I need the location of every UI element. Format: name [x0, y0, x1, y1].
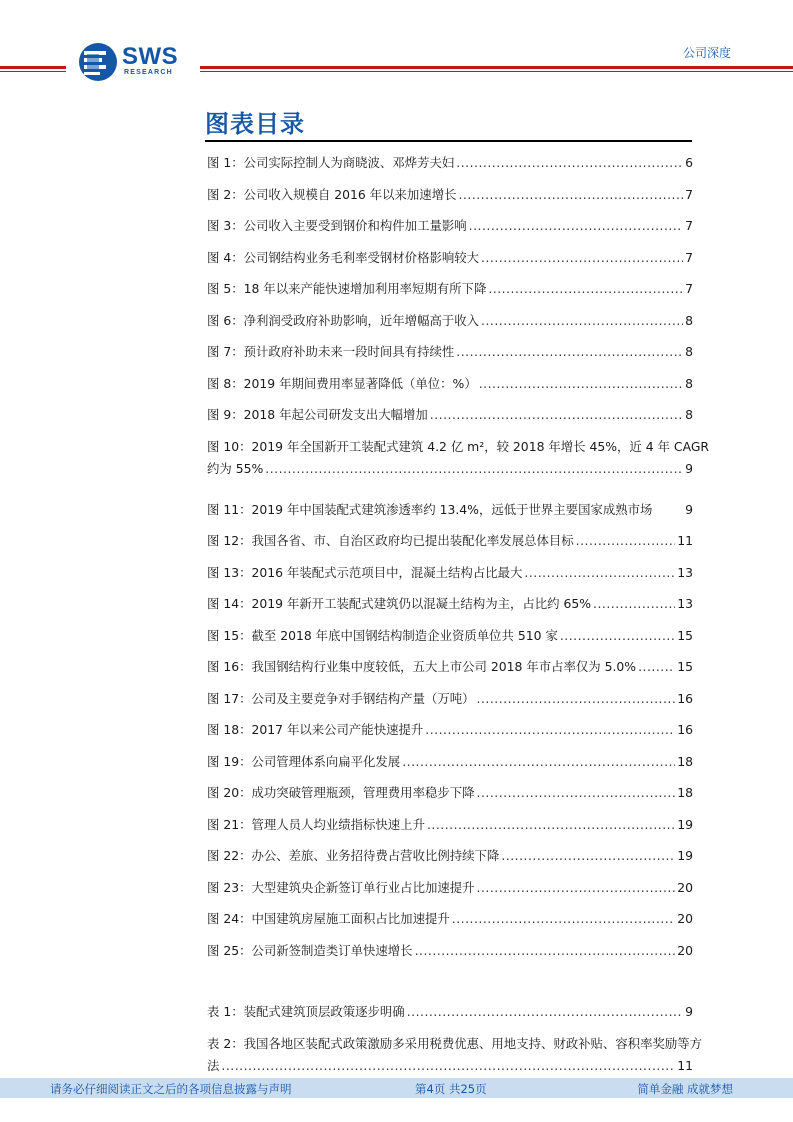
figure-label: 图 14：2019 年新开工装配式建筑仍以混凝土结构为主，占比约 65%	[207, 596, 592, 611]
figure-label: 图 16：我国钢结构行业集中度较低，五大上市公司 2018 年市占率仅为 5.0%	[207, 659, 637, 674]
figure-label: 图 25：公司新签制造类订单快速增长	[207, 942, 413, 958]
figure-entry[interactable]	[207, 152, 693, 184]
leader-dots	[430, 404, 683, 426]
figure-entry[interactable]	[207, 404, 693, 436]
table-page: 9	[685, 1004, 693, 1019]
figure-page: 8	[685, 407, 693, 422]
figure-page: 20	[677, 942, 693, 958]
leader-dots	[221, 1055, 675, 1077]
figure-page: 7	[685, 281, 693, 296]
figure-entry[interactable]	[207, 215, 693, 247]
footer-bar	[0, 1078, 793, 1098]
figure-page: 20	[677, 879, 693, 895]
figure-entry[interactable]	[207, 782, 693, 814]
figure-page: 16	[677, 722, 693, 737]
figure-entry[interactable]	[207, 184, 693, 216]
figure-list	[207, 152, 710, 971]
figure-label: 图 5：18 年以来产能快速增加利用率短期有所下降	[207, 281, 487, 296]
figure-label: 图 11：2019 年中国装配式建筑渗透率约 13.4%，远低于世界主要国家成熟市场	[207, 501, 653, 517]
figure-label: 图 18：2017 年以来公司产能快速提升	[207, 722, 424, 737]
figure-page: 13	[677, 564, 693, 580]
leader-dots	[488, 278, 683, 300]
leader-dots	[481, 310, 683, 332]
figure-label: 图 19：公司管理体系向扁平化发展	[207, 753, 401, 769]
leader-dots	[456, 341, 683, 363]
leader-dots	[477, 782, 676, 804]
leader-dots	[477, 877, 676, 899]
figure-entry[interactable]	[207, 562, 693, 594]
leader-dots	[407, 1001, 683, 1023]
figure-page: 7	[685, 186, 693, 202]
leader-dots	[427, 814, 675, 836]
figure-page: 7	[685, 249, 693, 265]
leader-dots	[452, 908, 675, 930]
figure-entry[interactable]	[207, 877, 693, 909]
footer-slogan: 简单金融 成就梦想	[637, 1082, 733, 1096]
figure-label: 图 13：2016 年装配式示范项目中，混凝土结构占比最大	[207, 564, 523, 580]
leader-dots	[456, 152, 683, 174]
figure-page: 18	[677, 785, 693, 800]
table-label-line1: 表 2：我国各地区装配式政策激励多采用税费优惠、用地支持、财政补贴、容积率奖励等方	[207, 1035, 703, 1051]
sws-logo	[78, 42, 194, 82]
figure-page: 8	[685, 344, 693, 359]
figure-label-line1: 图 10：2019 年全国新开工装配式建筑 4.2 亿 m²，较 2018 年增长 45%，近 4 年 CAGR	[207, 438, 710, 454]
figure-label-line2: 约为 55%	[207, 460, 264, 476]
leader-dots	[458, 184, 683, 206]
figure-page: 19	[677, 848, 693, 863]
figure-entry[interactable]	[207, 845, 693, 877]
figure-entry[interactable]	[207, 940, 693, 972]
header-rule-left	[0, 66, 66, 69]
footer-page-info: 第4页 共25页	[415, 1082, 487, 1096]
figure-label: 图 23：大型建筑央企新签订单行业占比加速提升	[207, 879, 475, 895]
figure-entry[interactable]	[207, 719, 693, 751]
table-label: 表 1：装配式建筑顶层政策逐步明确	[207, 1004, 405, 1019]
leader-dots	[469, 215, 683, 237]
figure-label: 图 24：中国建筑房屋施工面积占比加速提升	[207, 911, 450, 926]
leader-dots	[560, 625, 675, 647]
figure-entry[interactable]	[207, 688, 693, 720]
table-label-line2: 法	[207, 1057, 220, 1073]
leader-dots	[593, 593, 675, 615]
table-page: 11	[677, 1057, 693, 1073]
figure-entry[interactable]	[207, 278, 693, 310]
figure-label: 图 3：公司收入主要受到钢价和构件加工量影响	[207, 218, 467, 233]
leader-dots	[415, 940, 676, 962]
figure-label: 图 17：公司及主要竞争对手钢结构产量（万吨）	[207, 690, 475, 706]
leader-dots	[524, 562, 675, 584]
figure-label: 图 8：2019 年期间费用率显著降低（单位：%）	[207, 375, 477, 391]
figure-entry[interactable]	[207, 530, 693, 562]
sws-logo-icon	[78, 42, 118, 82]
figure-label: 图 20：成功突破管理瓶颈，管理费用率稳步下降	[207, 785, 475, 800]
figure-label: 图 4：公司钢结构业务毛利率受钢材价格影响较大	[207, 249, 480, 265]
figure-page: 8	[685, 312, 693, 328]
figure-entry[interactable]	[207, 436, 710, 499]
document-type: 公司深度	[682, 46, 731, 60]
leader-dots	[638, 656, 675, 678]
figure-entry[interactable]	[207, 310, 693, 342]
figure-entry[interactable]	[207, 499, 693, 531]
figure-page: 11	[677, 533, 693, 548]
leader-dots	[477, 688, 676, 710]
leader-dots	[265, 458, 683, 480]
figure-entry[interactable]	[207, 247, 693, 279]
figure-entry[interactable]	[207, 908, 693, 940]
figure-label: 图 12：我国各省、市、自治区政府均已提出装配化率发展总体目标	[207, 533, 574, 548]
figure-label: 图 7：预计政府补助未来一段时间具有持续性	[207, 344, 455, 359]
figure-page: 20	[677, 911, 693, 926]
figure-label: 图 22：办公、差旅、业务招待费占营收比例持续下降	[207, 848, 500, 863]
figure-page: 9	[685, 460, 693, 476]
figure-label: 图 9：2018 年起公司研发支出大幅增加	[207, 407, 428, 422]
figure-label: 图 15：截至 2018 年底中国钢结构制造企业资质单位共 510 家	[207, 627, 558, 643]
figure-entry[interactable]	[207, 751, 693, 783]
leader-dots	[479, 373, 683, 395]
leader-dots	[501, 845, 675, 867]
figure-entry[interactable]	[207, 373, 693, 405]
figure-label: 图 21：管理人员人均业绩指标快速上升	[207, 816, 425, 832]
figure-page: 15	[677, 627, 693, 643]
header-rule-right	[200, 66, 793, 69]
page-title: 图表目录	[205, 110, 305, 138]
title-rule	[205, 140, 692, 142]
figure-label: 图 6：净利润受政府补助影响，近年增幅高于收入	[207, 312, 480, 328]
leader-dots	[481, 247, 683, 269]
figure-page: 8	[685, 375, 693, 391]
logo-subtext: RESEARCH	[124, 69, 173, 76]
figure-entry[interactable]	[207, 593, 693, 625]
footer-disclaimer: 请务必仔细阅读正文之后的各项信息披露与声明	[50, 1082, 292, 1096]
figure-label: 图 1：公司实际控制人为商晓波、邓烨芳夫妇	[207, 155, 455, 170]
figure-page: 13	[677, 596, 693, 611]
figure-page: 15	[677, 659, 693, 674]
figure-entry[interactable]	[207, 625, 693, 657]
figure-page: 6	[685, 155, 693, 170]
figure-toc	[207, 152, 710, 1096]
figure-entry[interactable]	[207, 656, 693, 688]
list-spacer	[207, 971, 693, 1001]
figure-label: 图 2：公司收入规模自 2016 年以来加速增长	[207, 186, 457, 202]
figure-page: 9	[685, 501, 693, 517]
leader-dots	[425, 719, 675, 741]
header-rule-left-thin	[0, 71, 66, 72]
figure-page: 7	[685, 218, 693, 233]
figure-page: 18	[677, 753, 693, 769]
logo-text: SWS	[122, 43, 179, 70]
figure-entry[interactable]	[207, 814, 693, 846]
table-entry[interactable]	[207, 1001, 693, 1033]
leader-dots	[576, 530, 676, 552]
figure-page: 16	[677, 690, 693, 706]
header-rule-right-thin	[200, 71, 793, 72]
figure-entry[interactable]	[207, 341, 693, 373]
figure-page: 19	[677, 816, 693, 832]
leader-dots	[402, 751, 675, 773]
